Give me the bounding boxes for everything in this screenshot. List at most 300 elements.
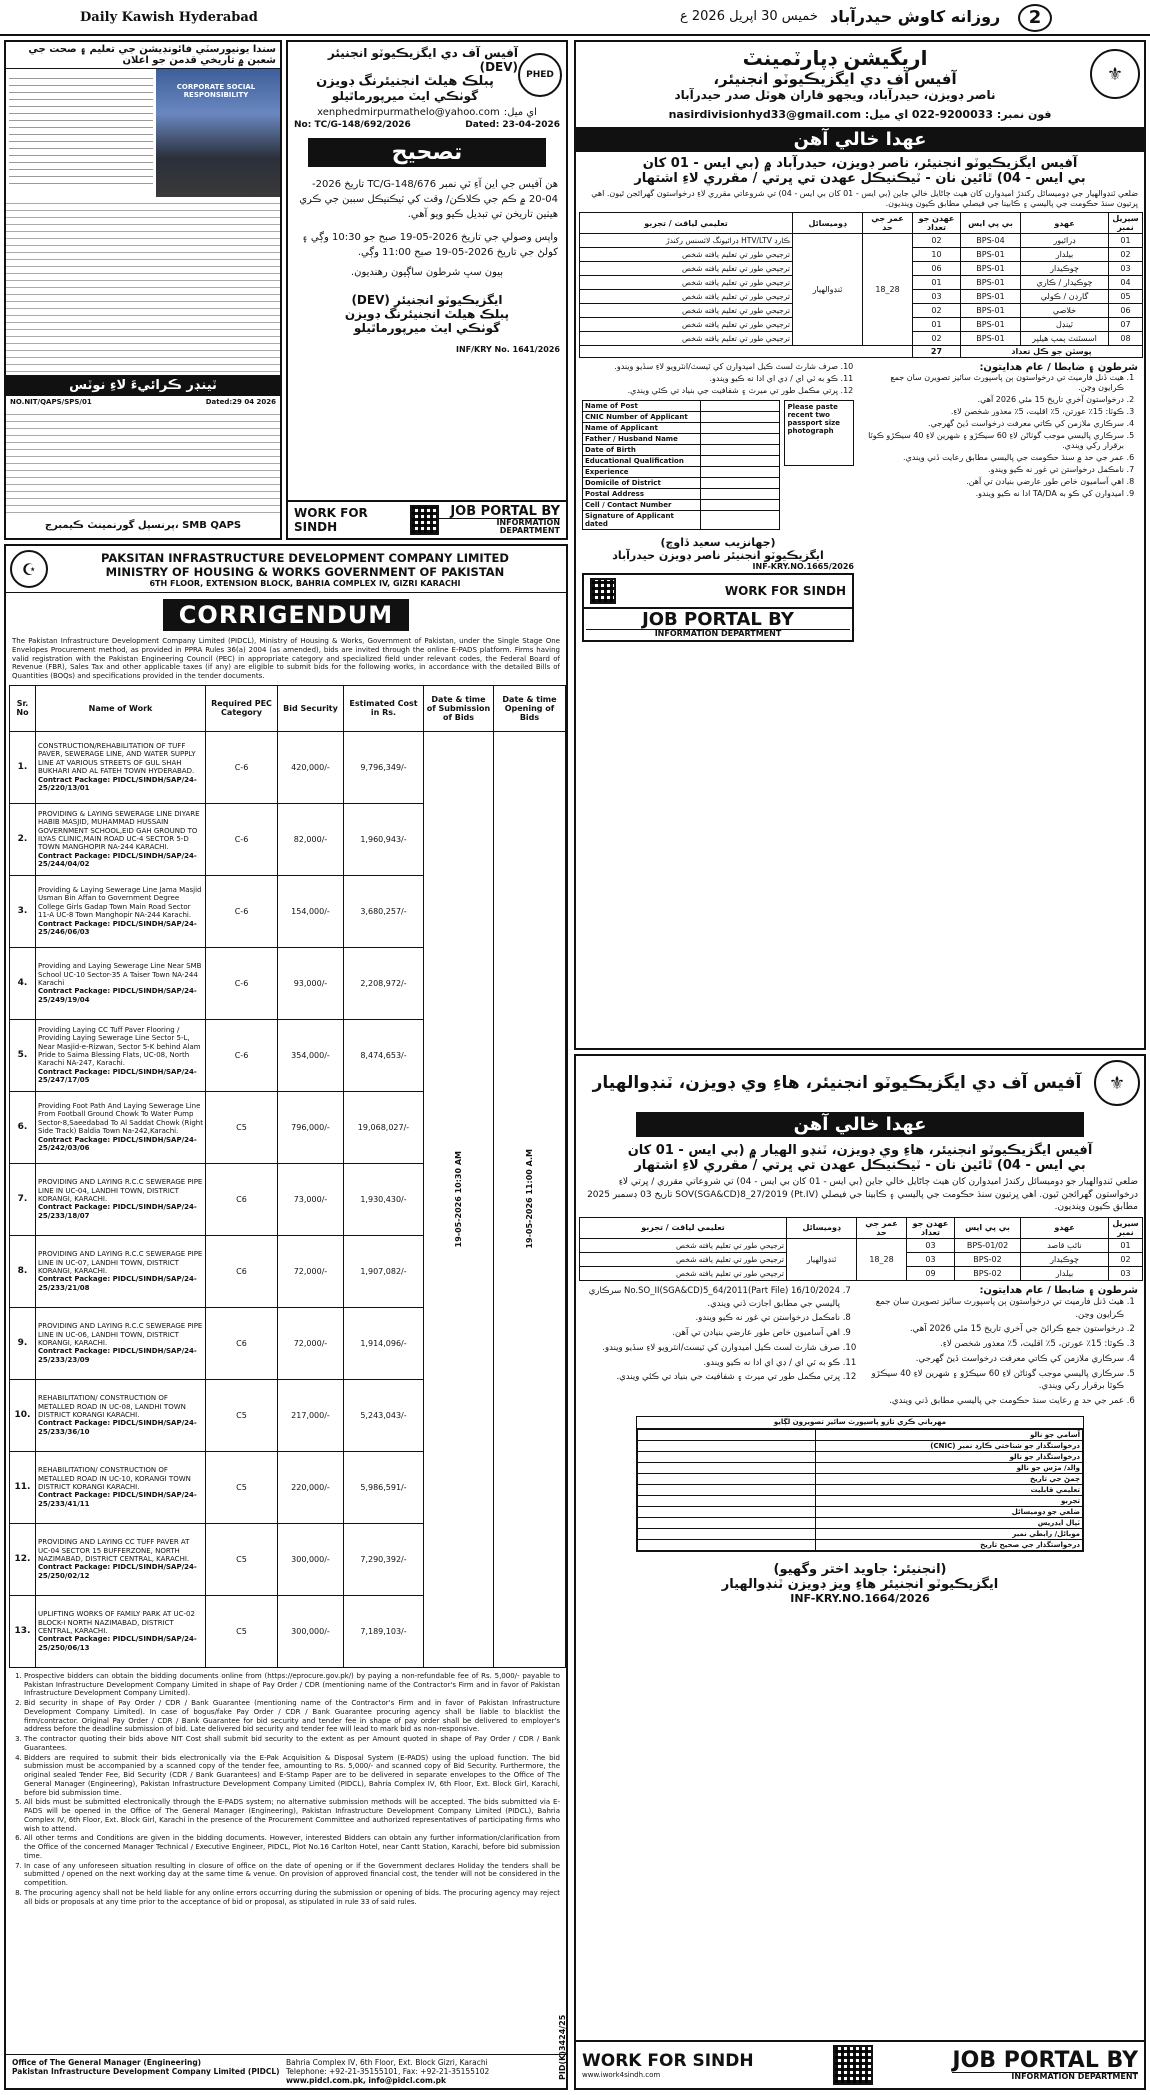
table-total-row	[580, 346, 1143, 358]
rule-item: 9. اهي آساميون خاص طور عارضي بنيادن تي آهن.	[582, 1327, 840, 1340]
qr-code-icon	[833, 2045, 873, 2085]
work-estimated-cost: 5,243,043/-	[344, 1379, 424, 1451]
rule-item: 12. ڀرتي مڪمل طور تي ميرٽ ۽ شفافيت جي بنياد تي ڪئي ويندي.	[582, 386, 838, 396]
form-row	[583, 412, 780, 423]
form-label: Signature of Applicant dated	[583, 511, 701, 530]
row-serial: 03	[1109, 262, 1143, 276]
qr-code-icon	[590, 578, 616, 604]
phed-sign1: ايگزيڪيوٽو انجنيئر (DEV)	[351, 293, 503, 307]
form-row	[583, 401, 780, 412]
phed-body2: واپس وصولي جي تاريخ 2026-05-19 صبح جو 10:30 وڳي ۽ کولڻ جي تاريخ 2026-05-19 صبح 11:00 وڳي.	[301, 232, 558, 258]
news-photo-banner: CORPORATE SOCIAL RESPONSIBILITY	[176, 83, 256, 99]
row-bps: BPS-01/02	[955, 1238, 1021, 1252]
work-description: PROVIDING AND LAYING R.C.C SEWERAGE PIPE LINE IN UC-07, LANDHI TOWN, DISTRICT KORANGI, KARACHI.	[38, 1250, 203, 1276]
row-qualification: ڪارڊ HTV/LTV ڊرائيونگ لائسنس رکندڙ	[580, 234, 793, 248]
pidcl-line1: PAKSITAN INFRASTRUCTURE DEVELOPMENT COMPANY LIMITED	[101, 550, 509, 565]
form-label: ٽپال ايڊريس	[816, 1517, 1083, 1528]
work-package: Contract Package: PIDCL/SINDH/SAP/24-25/233/41/11	[38, 1491, 197, 1508]
row-qualification: ترجيحي طور تي تعليم يافته شخص	[580, 318, 793, 332]
irrigation-intro: ضلعي ٽنڊوالهيار جي ڊوميسائل رکندڙ اميدوارن کان هيٺ ڄاڻايل خالي جاين (بي ايس - 01 کان بي ايس - 04) تي شروعاتي مقرري لاءِ درخواستون گهرائجن ٿيون. اهي ڀرتيون سنڌ حڪومت جي پاليسي ۽ ڪابينا جي فيصلي مطابق ڪيون وينديون.	[591, 189, 1138, 208]
row-age: 18_28	[857, 1238, 907, 1280]
highways-form-title: مهرباني ڪري تازو پاسپورٽ سائيز تصويرون لڳايو	[637, 1417, 1083, 1429]
irrigation-heading1: آفيس ايگزيڪيوٽو انجنيئر، ناصر ڊويزن، حيدرآباد ۾ (بي ايس - 01 کان	[642, 156, 1078, 171]
work-category: C5	[206, 1523, 278, 1595]
form-blank	[701, 489, 780, 500]
table-header: بي پي ايس	[955, 1217, 1021, 1238]
irrigation-band: عهدا خالي آهن	[576, 127, 1144, 152]
work-estimated-cost: 1,930,430/-	[344, 1163, 424, 1235]
phed-body3: ٻيون سڀ شرطون ساڳيون رهنديون.	[350, 267, 504, 278]
form-blank	[638, 1528, 816, 1539]
note-item: 7. In case of any unforeseen situation resulting in closure of office on the date of opening or if the Government declares Holiday the tenders shall be submitted / opened on the next working day at the same time & venue. On provision of approved financial cost, the tender will not be considered in the competition.	[24, 1862, 560, 1888]
row-qualification: ترجيحي طور تي تعليم يافته شخص	[580, 1238, 787, 1252]
form-row	[583, 434, 780, 445]
work-sr: 9.	[10, 1307, 36, 1379]
work-bid-security: 220,000/-	[278, 1451, 344, 1523]
table-header: ڊوميسائل	[793, 213, 863, 234]
row-bps: BPS-01	[961, 248, 1021, 262]
form-row	[638, 1440, 1083, 1451]
phed-email: xenphedmirpurmathelo@yahoo.com	[317, 107, 500, 118]
phed-sign2: پبلڪ هيلٿ انجنيئرنگ ڊويزن	[344, 307, 510, 321]
irrigation-job-portal	[582, 573, 854, 609]
work-name	[36, 1163, 206, 1235]
work-category: C-6	[206, 875, 278, 947]
highways-title: آفيس آف دي ايگزيڪيوٽو انجنيئر، هاءِ وي ڊويزن، ٽنڊوالهيار	[592, 1073, 1082, 1093]
row-post: گارڊن / ڪولي	[1021, 290, 1109, 304]
row-serial: 01	[1109, 234, 1143, 248]
highways-sign2: ايگزيڪيوٽو انجنيئر هاءِ ويز ڊويزن ٽنڊوالهيار	[721, 1576, 999, 1592]
form-blank	[701, 467, 780, 478]
total-empty	[580, 346, 913, 358]
work-description: CONSTRUCTION/REHABILITATION OF TUFF PAVER, SEWERAGE LINE, AND WATER SUPPLY LINE AT VARIOUS STREETS OF GUL SHAH BUKHARI AND AL FATEH TOWN HYDERABAD.	[38, 742, 196, 776]
work-package: Contract Package: PIDCL/SINDH/SAP/24-25/233/18/07	[38, 1203, 197, 1220]
table-header: Estimated Cost in Rs.	[344, 685, 424, 731]
rule-item: 8. نامڪمل درخواستن تي غور نه ڪيو ويندو.	[582, 1312, 840, 1325]
form-label: آسامي جو نالو	[816, 1429, 1083, 1440]
form-blank	[638, 1429, 816, 1440]
masthead	[0, 0, 1150, 36]
news-text	[6, 69, 156, 197]
row-bps: BPS-01	[961, 304, 1021, 318]
work-estimated-cost: 2,208,972/-	[344, 947, 424, 1019]
row-domicile: ٽنڊوالهيار	[793, 234, 863, 346]
rule-item: 8. اهي آساميون خاص طور عارضي بنيادن تي آهن.	[866, 477, 1124, 487]
pidcl-ad	[4, 544, 568, 2090]
pidcl-notes	[6, 1668, 566, 1907]
work-estimated-cost: 9,796,349/-	[344, 731, 424, 803]
irrigation-wfs: WORK FOR SINDH	[724, 584, 846, 598]
rule-item: 7. No.SO_II(SGA&CD)5_64/2011(Part File) 16/10/2024 سرڪاري پاليسي جي مطابق اجازت ڏني ويندي.	[582, 1285, 840, 1311]
form-blank	[701, 434, 780, 445]
form-blank	[701, 412, 780, 423]
row-count: 03	[907, 1238, 955, 1252]
highways-form	[636, 1416, 1084, 1552]
form-blank	[701, 478, 780, 489]
form-row	[583, 445, 780, 456]
work-description: REHABILITATION/ CONSTRUCTION OF METALLED ROAD IN UC-10, KORANGI TOWN DISTRICT KORANGI KARACHI.	[38, 1466, 191, 1492]
rule-item: 2. درخواستون جمع ڪرائڻ جي آخري تاريخ 15 مئي 2026 آهي.	[866, 1323, 1124, 1336]
phed-dept3: گوٺڪي ايٽ ميرپورماٿيلو	[331, 89, 479, 103]
work-category: C6	[206, 1307, 278, 1379]
work-bid-security: 73,000/-	[278, 1163, 344, 1235]
pidcl-footer-office2: Pakistan Infrastructure Development Company Limited (PIDCL)	[12, 2067, 280, 2076]
form-blank	[638, 1539, 816, 1550]
irrigation-title: اريگيشن ڊپارٽمينٽ	[742, 46, 928, 70]
work-estimated-cost: 19,068,027/-	[344, 1091, 424, 1163]
pidcl-line2: MINISTRY OF HOUSING & WORKS GOVERNMENT OF PAKISTAN	[105, 564, 505, 579]
masthead-date: خميس 30 اپريل 2026 ع	[680, 9, 818, 24]
phed-jp: JOB PORTAL BY	[450, 504, 561, 519]
work-name	[36, 1379, 206, 1451]
irrigation-phone: فون نمبر: 9200033-022 اي ميل: nasirdivisionhyd33@gmail.com	[668, 108, 1052, 121]
highways-jp-sub: INFORMATION DEPARTMENT	[952, 2072, 1138, 2081]
work-category: C5	[206, 1379, 278, 1451]
row-serial: 01	[1109, 1238, 1143, 1252]
work-estimated-cost: 8,474,653/-	[344, 1019, 424, 1091]
work-sr: 7.	[10, 1163, 36, 1235]
highways-rules-left	[582, 1285, 854, 1384]
work-description: REHABILITATION/ CONSTRUCTION OF METALLED ROAD IN UC-08, LANDHI TOWN DISTRICT KORANGI KARACHI.	[38, 1394, 186, 1420]
work-package: Contract Package: PIDCL/SINDH/SAP/24-25/244/04/02	[38, 851, 197, 869]
work-package: Contract Package: PIDCL/SINDH/SAP/24-25/250/02/12	[38, 1563, 197, 1580]
work-sr: 12.	[10, 1523, 36, 1595]
work-name	[36, 1235, 206, 1307]
work-estimated-cost: 1,907,082/-	[344, 1235, 424, 1307]
form-label: درخواستگذار جي صحيح تاريخ	[816, 1539, 1083, 1550]
form-blank	[701, 500, 780, 511]
row-serial: 04	[1109, 276, 1143, 290]
work-name	[36, 1523, 206, 1595]
form-label: Name of Post	[583, 401, 701, 412]
work-bid-security: 82,000/-	[278, 803, 344, 875]
work-package: Contract Package: PIDCL/SINDH/SAP/24-25/233/21/08	[38, 1275, 197, 1292]
work-package: Contract Package: PIDCL/SINDH/SAP/24-25/233/36/10	[38, 1419, 197, 1436]
row-count: 03	[907, 1252, 955, 1266]
rule-item: 11. ڪو به ٽي اي / ڊي اي ادا نه ڪيو ويندو.	[582, 374, 838, 384]
work-estimated-cost: 3,680,257/-	[344, 875, 424, 947]
row-serial: 03	[1109, 1266, 1143, 1280]
table-header: عمر جي حد	[863, 213, 913, 234]
table-header: عمر جي حد	[857, 1217, 907, 1238]
highways-rules-title: شرطون ۽ ضابطا / عام هدايتون:	[979, 1284, 1138, 1296]
tender-ref: NO.NIT/QAPS/SPS/01	[10, 398, 92, 406]
work-sr: 1.	[10, 731, 36, 803]
row-post: خلاصي	[1021, 304, 1109, 318]
work-category: C5	[206, 1595, 278, 1667]
work-package: Contract Package: PIDCL/SINDH/SAP/24-25/233/23/09	[38, 1347, 197, 1364]
work-name	[36, 1019, 206, 1091]
submission-date	[424, 731, 494, 1667]
opening-date	[494, 731, 566, 1667]
row-bps: BPS-01	[961, 318, 1021, 332]
row-qualification: ترجيحي طور تي تعليم يافته شخص	[580, 304, 793, 318]
work-category: C6	[206, 1163, 278, 1235]
highways-heading1: آفيس ايگزيڪيوٽو انجنيئر، هاءِ وي ڊويزن، ٽنڊو الهيار ۾ (بي ايس - 01 کان	[627, 1143, 1093, 1158]
note-item: 6. All other terms and Conditions are given in the bidding documents. However, interested Bidders can obtain any further information/clarification from the Office of the concerned Manager Technical / Executive Engineer, PIDCL, Plot No.16 Carlton Hotel, near Cantt Station, Karachi, before bid submission time.	[24, 1834, 560, 1860]
form-label: Cell / Contact Number	[583, 500, 701, 511]
phed-no: No: TC/G-148/692/2026	[294, 120, 411, 130]
row-qualification: ترجيحي طور تي تعليم يافته شخص	[580, 1266, 787, 1280]
form-row	[638, 1462, 1083, 1473]
phed-dept1: آفيس آف دي ايگزيڪيوٽو انجنيئر (DEV)	[327, 46, 518, 74]
form-blank	[701, 511, 780, 530]
work-name	[36, 803, 206, 875]
highways-job-portal	[576, 2040, 1144, 2088]
qr-code-icon	[410, 505, 439, 535]
work-category: C5	[206, 1451, 278, 1523]
work-sr: 4.	[10, 947, 36, 1019]
row-post: چوڪيدار	[1021, 262, 1109, 276]
irrigation-rules-left	[582, 362, 854, 396]
form-label: Educational Qualification	[583, 456, 701, 467]
news-body	[6, 197, 280, 375]
table-row	[580, 1238, 1143, 1252]
row-qualification: ترجيحي طور تي تعليم يافته شخص	[580, 262, 793, 276]
work-name	[36, 731, 206, 803]
tender-body	[6, 408, 280, 518]
work-sr: 6.	[10, 1091, 36, 1163]
phed-ad	[286, 40, 568, 540]
pidcl-line3: 6TH FLOOR, EXTENSION BLOCK, BAHRIA COMPLEX IV, GIZRI KARACHI	[149, 578, 461, 588]
table-row	[10, 731, 566, 803]
rule-item: 7. نامڪمل درخواستن تي غور نه ڪيو ويندو.	[866, 465, 1124, 475]
work-category: C-6	[206, 731, 278, 803]
form-label: درخواستگذار جو نالو	[816, 1451, 1083, 1462]
table-header: Bid Security	[278, 685, 344, 731]
rule-item: 10. صرف شارٽ لسٽ ڪيل اميدوارن کي ٽيسٽ/انٽرويو لاءِ سڏيو ويندو.	[582, 1342, 840, 1355]
work-description: PROVIDING & LAYING SEWERAGE LINE DIYARE HABIB MASJID, MUHAMMAD HUSSAIN GOVERNMENT SCHOOL,EID GAH GROUND TO ILYAS CLINIC,MAIN ROAD UC-4 SECTOR 5-D TOWN MANGHOPIR NA-244 KARACHI.	[38, 809, 200, 852]
note-item: 5. All bids must be submitted electronically through the E-PADS system; no alternative submission methods will be accepted. The bids submitted via E-PADS will be opened in the Office of The General Manager (Engineering), Pakistan Infrastructure Development Company Limited (PIDCL), Bahria Complex IV, 6th Floor, Ext. Block Girl, Karachi in the presence of the Procurement Committee and authorized representatives of participating firms who wish to attend.	[24, 1798, 560, 1833]
phed-body1: هن آفيس جي اين آءِ ٽي نمبر TC/G-148/676 تاريخ 2026-04-20 ۾ ڪم جي ڪلاڪن/ وقت کي ٽيڪنيڪل سببن جي ڪري هيٺين تاريخن تي تبديل ڪيو ويو آهي.	[299, 179, 558, 220]
row-post: بيلدار	[1021, 248, 1109, 262]
masthead-title: روزانه كاوش حيدرآباد	[830, 7, 1001, 26]
row-count: 10	[913, 248, 961, 262]
sindh-emblem-icon: ⚜	[1090, 49, 1140, 99]
form-blank	[638, 1473, 816, 1484]
form-blank	[638, 1517, 816, 1528]
table-header: بي پي ايس	[961, 213, 1021, 234]
highways-intro: ضلعي ٽنڊوالهيار جو ڊوميسائل رکندڙ اميدوارن کان هيٺ ڄاڻايل خالي جاين (بي ايس - 01 کان بي ايس - 04) تي شروعاتي مقرري / ڀرتي لاءِ درخواستون گهرائجن ٿيون. اهي ڀرتيون سنڌ حڪومت جي پاليسي ۽ ڪابينا جي فيصلي SOV(SGA&CD)8_27/2019 (Pt.IV) تاريخ 03 ڊسمبر 2025 مطابق ڪيون وينديون.	[587, 1177, 1138, 1213]
form-label: ضلعي جو ڊوميسائل	[816, 1506, 1083, 1517]
form-label: موبائل/ رابطي نمبر	[816, 1528, 1083, 1539]
highways-heading2: بي ايس - 04) ٿائين نان - ٽيڪنيڪل عهدن تي ڀرتي / مقرري لاءِ اشتهار	[634, 1158, 1086, 1173]
rule-item: 1. هيٺ ڏنل فارميٽ تي درخواستون ٻن پاسپورٽ سائيز تصويرن سان جمع ڪرايون وڃن.	[866, 373, 1124, 393]
highways-inf: INF-KRY.NO.1664/2026	[790, 1591, 930, 1605]
phed-email-label: اي ميل:	[503, 107, 537, 118]
work-description: PROVIDING AND LAYING CC TUFF PAVER AT UC-04 SECTOR 15 BUFFERZONE, NORTH NAZIMABAD, DISTRICT CENTRAL, KARACHI.	[38, 1538, 190, 1564]
work-sr: 11.	[10, 1451, 36, 1523]
table-header: عهدن جو تعداد	[913, 213, 961, 234]
form-row	[638, 1506, 1083, 1517]
government-emblem-icon: ☪	[10, 550, 48, 588]
rule-item: 6. عمر جي حد ۾ سنڌ حڪومت جي پاليسي مطابق رعايت ڏني ويندي.	[866, 453, 1124, 463]
phed-job-portal	[288, 500, 566, 538]
work-sr: 13.	[10, 1595, 36, 1667]
work-category: C-6	[206, 947, 278, 1019]
work-bid-security: 796,000/-	[278, 1091, 344, 1163]
work-package: Contract Package: PIDCL/SINDH/SAP/24-25/242/03/06	[38, 1135, 197, 1153]
note-item: 3. The contractor quoting their bids above NIT Cost shall submit bid security to the extent as per Amount quoted in shape of Pay Order / CDR / Bank Guarantees.	[24, 1735, 560, 1753]
form-label: تجربو	[816, 1495, 1083, 1506]
row-qualification: ترجيحي طور تي تعليم يافته شخص	[580, 332, 793, 346]
work-bid-security: 93,000/-	[278, 947, 344, 1019]
work-description: Providing and Laying Sewerage Line Near SMB School UC-10 Sector-35 A Taiser Town NA-244 Karachi	[38, 962, 202, 988]
work-sr: 10.	[10, 1379, 36, 1451]
highways-wfs: WORK FOR SINDH	[582, 2051, 754, 2071]
table-header: عهدو	[1021, 1217, 1109, 1238]
work-category: C-6	[206, 1019, 278, 1091]
rule-item: 11. ڪو به ٽي اي / ڊي اي ادا نه ڪيو ويندو.	[582, 1357, 840, 1370]
masthead-left: Daily Kawish Hyderabad	[80, 10, 258, 25]
form-row	[583, 456, 780, 467]
form-row	[638, 1528, 1083, 1539]
row-post: چوڪيدار	[1021, 1252, 1109, 1266]
work-bid-security: 72,000/-	[278, 1307, 344, 1379]
work-package: Contract Package: PIDCL/SINDH/SAP/24-25/247/17/05	[38, 1067, 197, 1085]
table-header: Date & time of Submission of Bids	[424, 685, 494, 731]
work-bid-security: 72,000/-	[278, 1235, 344, 1307]
work-estimated-cost: 7,290,392/-	[344, 1523, 424, 1595]
form-row	[638, 1429, 1083, 1440]
work-name	[36, 1595, 206, 1667]
rule-item: 5. سرڪاري پاليسي موجب گوٺاڻن لاءِ 60 سيڪڙو ۽ شهرين لاءِ 40 سيڪڙو ڪوٽا برقرار رکي ويندي.	[866, 1368, 1124, 1394]
rule-item: 2. درخواستون آخري تاريخ 15 مئي 2026 آهي.	[866, 395, 1124, 405]
row-post: ٽينڊل	[1021, 318, 1109, 332]
row-qualification: ترجيحي طور تي تعليم يافته شخص	[580, 1252, 787, 1266]
pidcl-pid: PID(K)3424/25	[558, 2014, 567, 2080]
pidcl-footer-web: www.pidcl.com.pk, info@pidcl.com.pk	[286, 2076, 447, 2085]
highways-site: www.iwork4sindh.com	[582, 2071, 661, 2079]
row-count: 01	[913, 318, 961, 332]
form-label: والد/ مڙس جو نالو	[816, 1462, 1083, 1473]
row-count: 06	[913, 262, 961, 276]
table-header: تعليمي لياقت / تجربو	[580, 1217, 787, 1238]
note-item: 2. Bid security in shape of Pay Order / CDR / Bank Guarantee (mentioning name of the Contractor's Firm and in favor of Pakistan Infrastructure Development Company Limited). In case of bogus/fake Pay Order / CDR / Bank Guarantee procuring agency shall be liable to blacklist the firm/contractor. Original Pay Order / CDR / Bank Guarantee for bid security and tender fee in shape of pay order shall be delivered to employer's address before the deadline submission of bid. Late delivered bid security and tender fee will lead to mark bid as non-responsive.	[24, 1699, 560, 1734]
work-description: PROVIDING AND LAYING R.C.C SEWERAGE PIPE LINE IN UC-04, LANDHI TOWN, DISTRICT KORANGI, KARACHI.	[38, 1178, 203, 1204]
work-package: Contract Package: PIDCL/SINDH/SAP/24-25/220/13/01	[38, 775, 197, 793]
tender-footer: SMB QAPS ،پرنسپل گورنمينٽ ڪيمبرج	[44, 520, 242, 531]
form-label: Date of Birth	[583, 445, 701, 456]
total-label: پوسٽن جو ڪل تعداد	[961, 346, 1143, 358]
phed-heading: تصحيح	[308, 138, 546, 167]
row-count: 01	[913, 276, 961, 290]
table-header: سيريل نمبر	[1109, 1217, 1143, 1238]
irrigation-table	[579, 212, 1143, 358]
row-domicile: ٽنڊوالهيار	[787, 1238, 857, 1280]
form-blank	[701, 445, 780, 456]
total-value: 27	[913, 346, 961, 358]
row-count: 09	[907, 1266, 955, 1280]
irrigation-jp-sub: INFORMATION DEPARTMENT	[586, 629, 850, 638]
form-label: درخواستگذار جو شناختي ڪارڊ نمبر (CNIC)	[816, 1440, 1083, 1451]
row-serial: 07	[1109, 318, 1143, 332]
row-bps: BPS-01	[961, 276, 1021, 290]
irrigation-heading2: بي ايس - 04) ٿائين نان - ٽيڪنيڪل عهدن تي ڀرتي / مقرري لاءِ اشتهار	[634, 171, 1086, 186]
work-name	[36, 1451, 206, 1523]
phed-dated: Dated: 23-04-2026	[465, 120, 560, 130]
form-label: Domicile of District	[583, 478, 701, 489]
row-post: نائب قاصد	[1021, 1238, 1109, 1252]
highways-rules	[866, 1296, 1138, 1408]
rule-item: 4. سرڪاري ملازمن کي ڪاتي معرفت درخواست ڏيڻ گهرجي.	[866, 1353, 1124, 1366]
row-bps: BPS-01	[961, 262, 1021, 276]
row-post: اسسٽنٽ پمپ هيلپر	[1021, 332, 1109, 346]
table-header: ڊوميسائل	[787, 1217, 857, 1238]
phed-jp-sub: INFORMATION DEPARTMENT	[439, 518, 560, 535]
row-count: 03	[913, 290, 961, 304]
page-number: 2	[1018, 4, 1052, 32]
work-sr: 2.	[10, 803, 36, 875]
table-row	[580, 234, 1143, 248]
work-category: C6	[206, 1235, 278, 1307]
form-blank	[701, 401, 780, 412]
irrigation-sub: آفيس آف دي ايگزيڪيوٽو انجنيئر،	[713, 70, 957, 88]
form-label: CNIC Number of Applicant	[583, 412, 701, 423]
work-description: Providing Laying CC Tuff Paver Flooring / Providing Laying Sewerage Line Sector 5-L, Near Masjid-e-Rizwan, Sector 5-K behind Alam Pride to Saima Blessing Flats, UC-08, North Karachi NA-247, Karachi.	[38, 1025, 201, 1068]
row-qualification: ترجيحي طور تي تعليم يافته شخص	[580, 248, 793, 262]
form-row	[583, 478, 780, 489]
form-row	[638, 1484, 1083, 1495]
note-item: 1. Prospective bidders can obtain the bidding documents online from (https://eprocure.gov.pk/) by paying a non-refundable fee of Rs. 5,000/- payable to Pakistan Infrastructure Development Company Limited in shape of Pay Order / CDR (mentioning name of the Contractor's Firm and in favor of Pakistan Infrastructure Development Company Limited).	[24, 1672, 560, 1698]
form-blank	[638, 1451, 816, 1462]
pidcl-footer-addr1: Bahria Complex IV, 6th Floor, Ext. Block Gizri, Karachi	[286, 2058, 488, 2067]
sindh-emblem-icon: ⚜	[1094, 1060, 1140, 1106]
submission-date-text: 19-05-2026 10:30 AM	[454, 1151, 463, 1248]
form-row	[638, 1495, 1083, 1506]
form-blank	[701, 423, 780, 434]
highways-ad	[574, 1054, 1146, 2090]
news-caption: سندا يونيورسٽي فائونڊيشن جي تعليم ۽ صحت جي شعبن ۾ تاريخي قدمن جو اعلان	[6, 42, 280, 69]
work-bid-security: 154,000/-	[278, 875, 344, 947]
form-blank	[638, 1462, 816, 1473]
table-header: عهدو	[1021, 213, 1109, 234]
rule-item: 5. سرڪاري پاليسي موجب گوٺاڻن لاءِ 60 سيڪڙو ۽ شهرين لاءِ 40 سيڪڙو ڪوٽا برقرار رکي ويندي.	[866, 431, 1124, 451]
work-name	[36, 1091, 206, 1163]
pidcl-works-table	[9, 685, 566, 1668]
work-description: PROVIDING AND LAYING R.C.C SEWERAGE PIPE LINE IN UC-06, LANDHI TOWN, DISTRICT KORANGI, KARACHI.	[38, 1322, 203, 1348]
work-package: Contract Package: PIDCL/SINDH/SAP/24-25/246/06/03	[38, 919, 197, 937]
tender-dated: Dated:29 04 2026	[205, 398, 276, 406]
row-count: 02	[913, 234, 961, 248]
pidcl-heading: CORRIGENDUM	[163, 599, 409, 631]
form-row	[583, 500, 780, 511]
pidcl-intro: The Pakistan Infrastructure Development Company Limited (PIDCL), Ministry of Housing & Works, Government of Pakistan, under the Single Stage One Envelopes Procurement method, as provided in PPRA Rules 36(a) 2004 (as amended), bids are invited through the online E-PADS platform. Firms having valid registration with the Pakistan Engineering Council (PEC) in appropriate category and specialized field under relevant codes, the Federal Board of Revenue (FBR), Sales Tax and other applicable taxes (if any) are eligible to submit bids for the following works, in accordance with the detailed Bills of Quantities (BOQs) and specifications provided in the tender documents.	[12, 637, 560, 680]
irrigation-photo-box: Please paste recent two passport size photograph	[784, 400, 854, 466]
phed-inf: INF/KRY No. 1641/2026	[455, 345, 560, 354]
work-package: Contract Package: PIDCL/SINDH/SAP/24-25/249/19/04	[38, 987, 197, 1004]
table-header: Name of Work	[36, 685, 206, 731]
pidcl-footer-office1: Office of The General Manager (Engineering)	[12, 2058, 202, 2067]
rule-item: 9. اميدوارن کي ڪو به TA/DA ادا نه ڪيو ويندو.	[866, 489, 1124, 499]
work-category: C-6	[206, 803, 278, 875]
rule-item: 10. صرف شارٽ لسٽ ڪيل اميدوارن کي ٽيسٽ/انٽرويو لاءِ سڏيو ويندو.	[582, 362, 838, 372]
irrigation-sign1: (جهانزيب سعيد ڏاوچ)	[660, 536, 776, 549]
work-description: Providing Foot Path And Laying Sewerage Line From Football Ground Chowk To Water Pump Sector-8,Saeedabad To Al Saddat Chowk (Right Side Track) Baldia Town Na-242,Karachi.	[38, 1102, 203, 1136]
work-description: Providing & Laying Sewerage Line Jama Masjid Usman Bin Affan to Government Degree College Girls Gadap Town Main Road Sector 11-A UC-8 Town Manghopir NA-244 Karachi.	[38, 886, 202, 920]
row-bps: BPS-01	[961, 332, 1021, 346]
table-header: Sr. No	[10, 685, 36, 731]
highways-table	[579, 1217, 1143, 1281]
row-post: ڊرائيور	[1021, 234, 1109, 248]
row-serial: 05	[1109, 290, 1143, 304]
irrigation-inf: INF-KRY.NO.1665/2026	[752, 562, 854, 571]
note-item: 8. The procuring agency shall not be held liable for any online errors occurring during the submission or opening of bids. The procuring agency may reject all bids or proposals at any time prior to the acceptance of bid or proposal, as stipulated in rule 33 of said rules.	[24, 1889, 560, 1907]
table-header: عهدن جو تعداد	[907, 1217, 955, 1238]
work-category: C5	[206, 1091, 278, 1163]
row-count: 02	[913, 304, 961, 318]
phed-dept2: پبلڪ هيلٿ انجنيئرنگ ڊويزن	[316, 74, 494, 89]
